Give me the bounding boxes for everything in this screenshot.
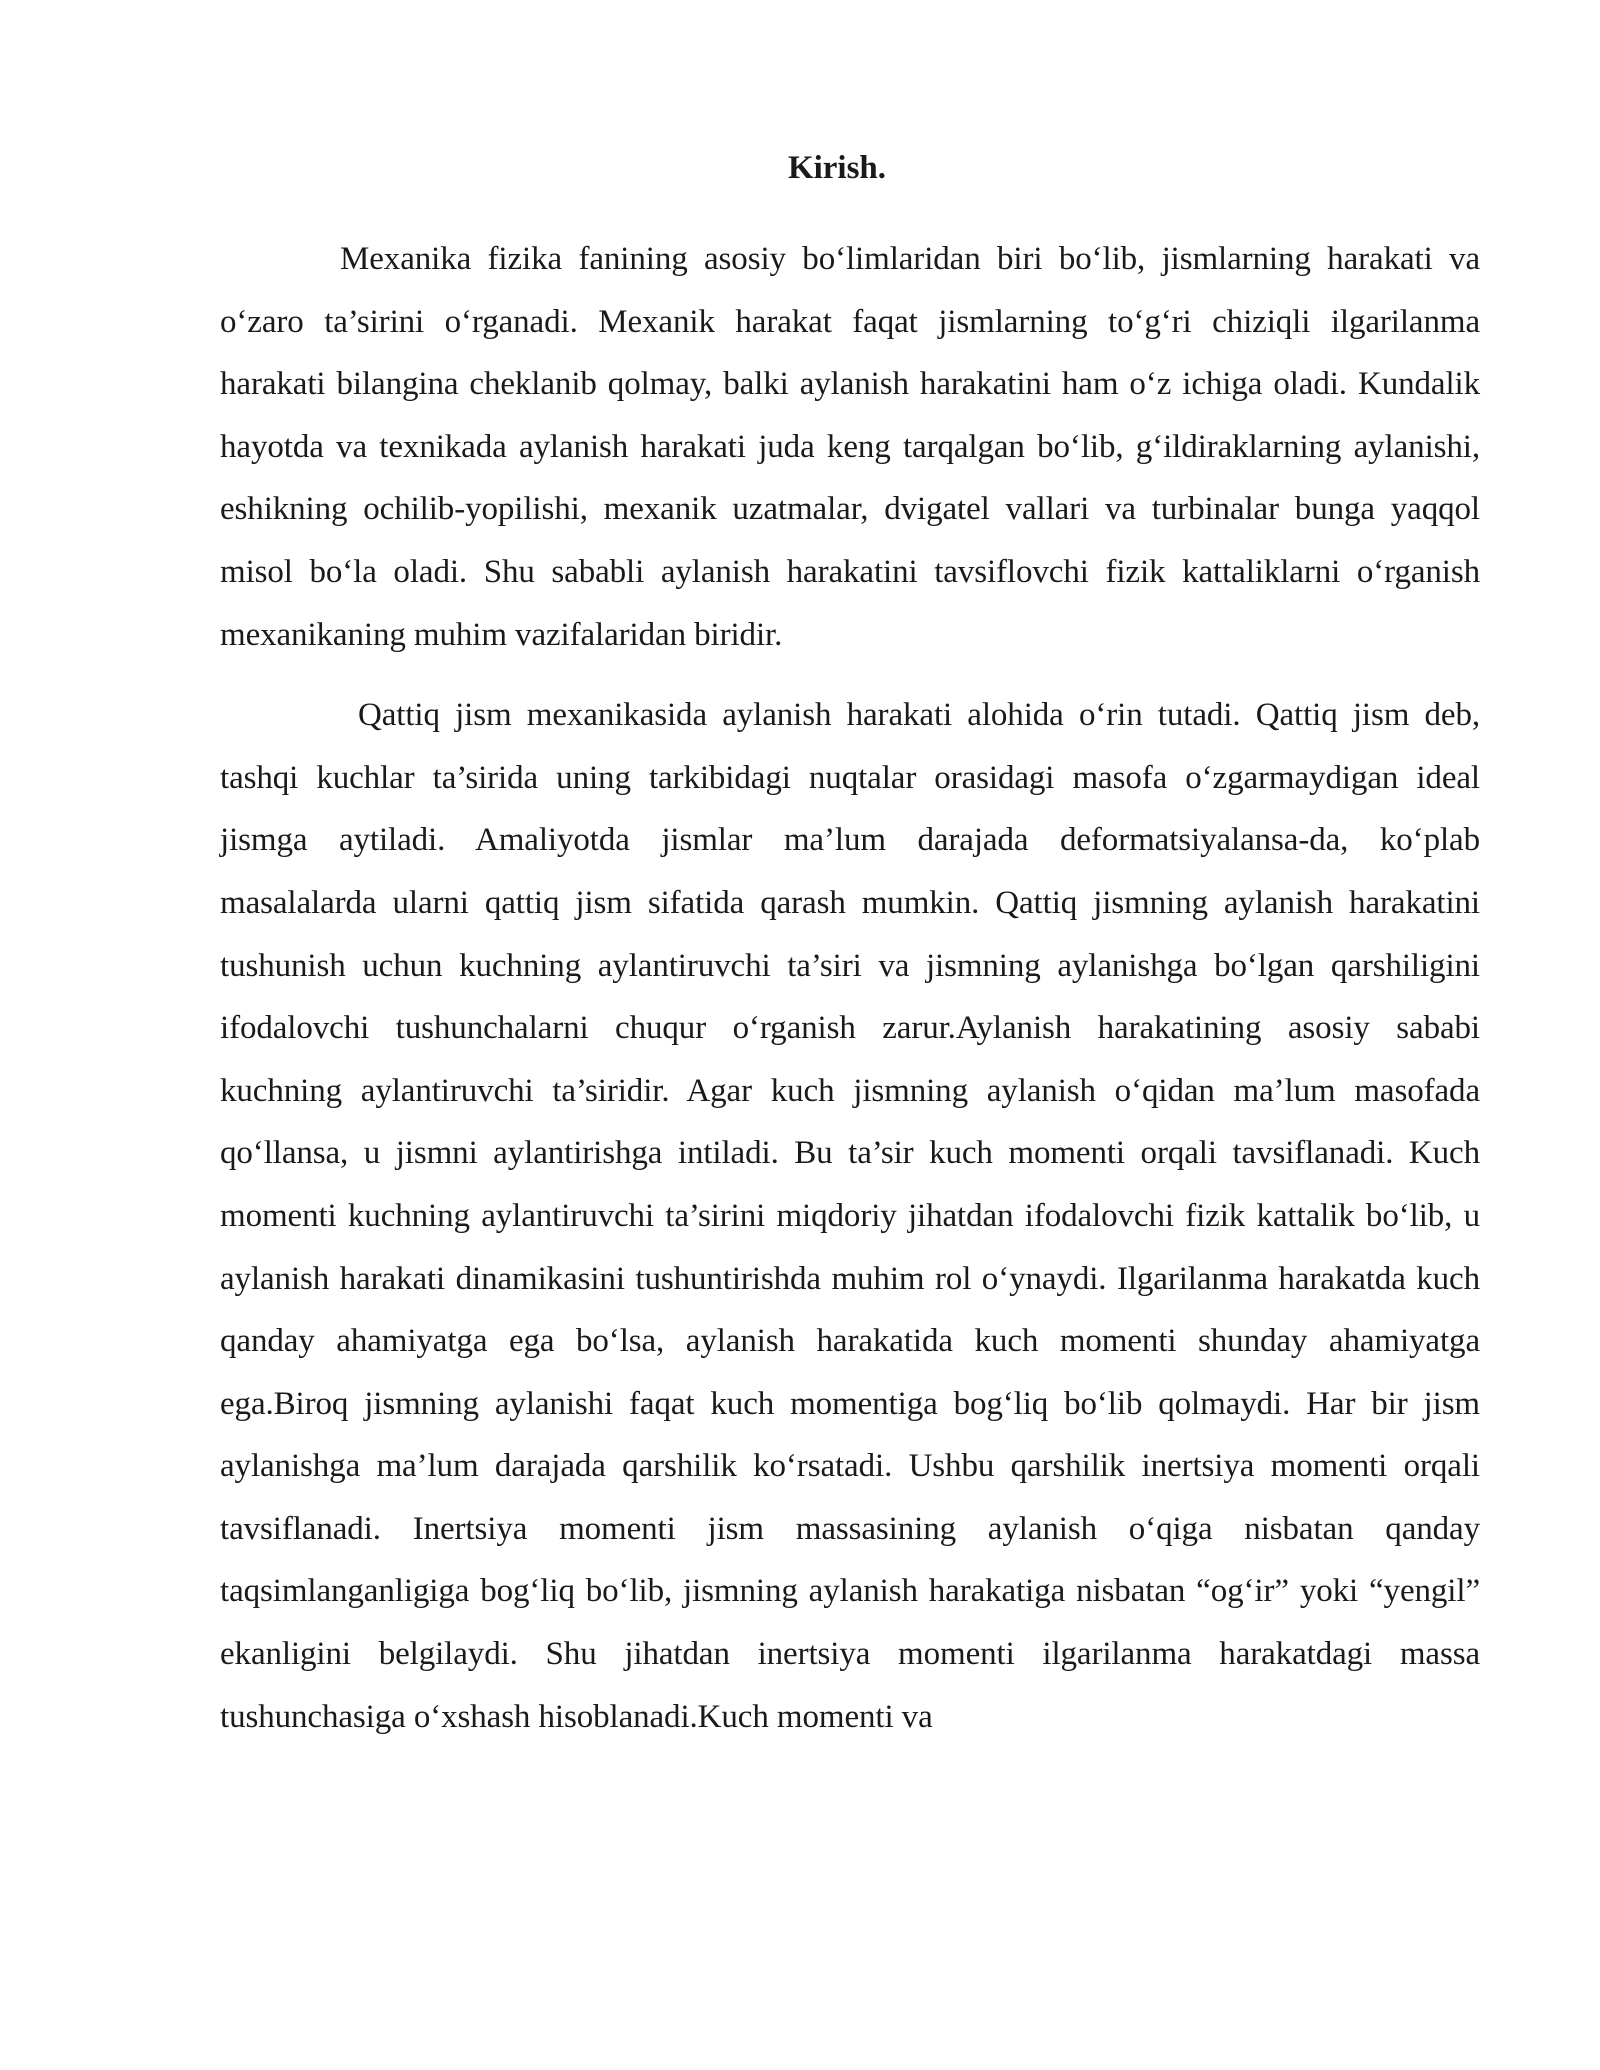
document-body bbox=[220, 142, 1480, 1766]
paragraph-rigid-body: Qattiq jism mexanikasida aylanish harakati alohida o‘rin tutadi. Qattiq jism deb, tashqi kuchlar ta’sirida uning tarkibidagi nuqtalar orasidagi masofa o‘zgarmaydigan ideal jismga aytiladi. Amaliyotda jismlar ma’lum darajada deformatsiyalansa-da, ko‘plab masalalarda ularni qattiq jism sifatida qarash mumkin. Qattiq jismning aylanish harakatini tushunish uchun kuchning aylantiruvchi ta’siri va jismning aylanishga bo‘lgan qarshiligini ifodalovchi tushunchalarni chuqur o‘rganish zarur.Aylanish harakatining asosiy sababi kuchning aylantiruvchi ta’siridir. Agar kuch jismning aylanish o‘qidan ma’lum masofada qo‘llansa, u jismni aylantirishga intiladi. Bu ta’sir kuch momenti orqali tavsiflanadi. Kuch momenti kuchning aylantiruvchi ta’sirini miqdoriy jihatdan ifodalovchi fizik kattalik bo‘lib, u aylanish harakati dinamikasini tushuntirishda muhim rol o‘ynaydi. Ilgarilanma harakatda kuch qanday ahamiyatga ega bo‘lsa, aylanish harakatida kuch momenti shunday ahamiyatga ega.Biroq jismning aylanishi faqat kuch momentiga bog‘liq bo‘lib qolmaydi. Har bir jism aylanishga ma’lum darajada qarshilik ko‘rsatadi. Ushbu qarshilik inertsiya momenti orqali tavsiflanadi. Inertsiya momenti jism massasining aylanish o‘qiga nisbatan qanday taqsimlanganligiga bog‘liq bo‘lib, jismning aylanish harakatiga nisbatan “og‘ir” yoki “yengil” ekanligini belgilaydi. Shu jihatdan inertsiya momenti ilgarilanma harakatdagi massa tushunchasiga o‘xshash hisoblanadi.Kuch momenti va bbox=[220, 697, 1480, 1735]
paragraph-intro-mechanics: Mexanika fizika fanining asosiy bo‘limlaridan biri bo‘lib, jismlarning harakati va o‘zaro ta’sirini o‘rganadi. Mexanik harakat faqat jismlarning to‘g‘ri chiziqli ilgarilanma harakati bilangina cheklanib qolmay, balki aylanish harakatini ham o‘z ichiga oladi. Kundalik hayotda va texnikada aylanish harakati juda keng tarqalgan bo‘lib, g‘ildiraklarning aylanishi, eshikning ochilib-yopilishi, mexanik uzatmalar, dvigatel vallari va turbinalar bunga yaqqol misol bo‘la oladi. Shu sababli aylanish harakatini tavsiflovchi fizik kattaliklarni o‘rganish mexanikaning muhim vazifalaridan biridir. bbox=[220, 241, 1480, 653]
document-title: Kirish. bbox=[787, 150, 887, 186]
